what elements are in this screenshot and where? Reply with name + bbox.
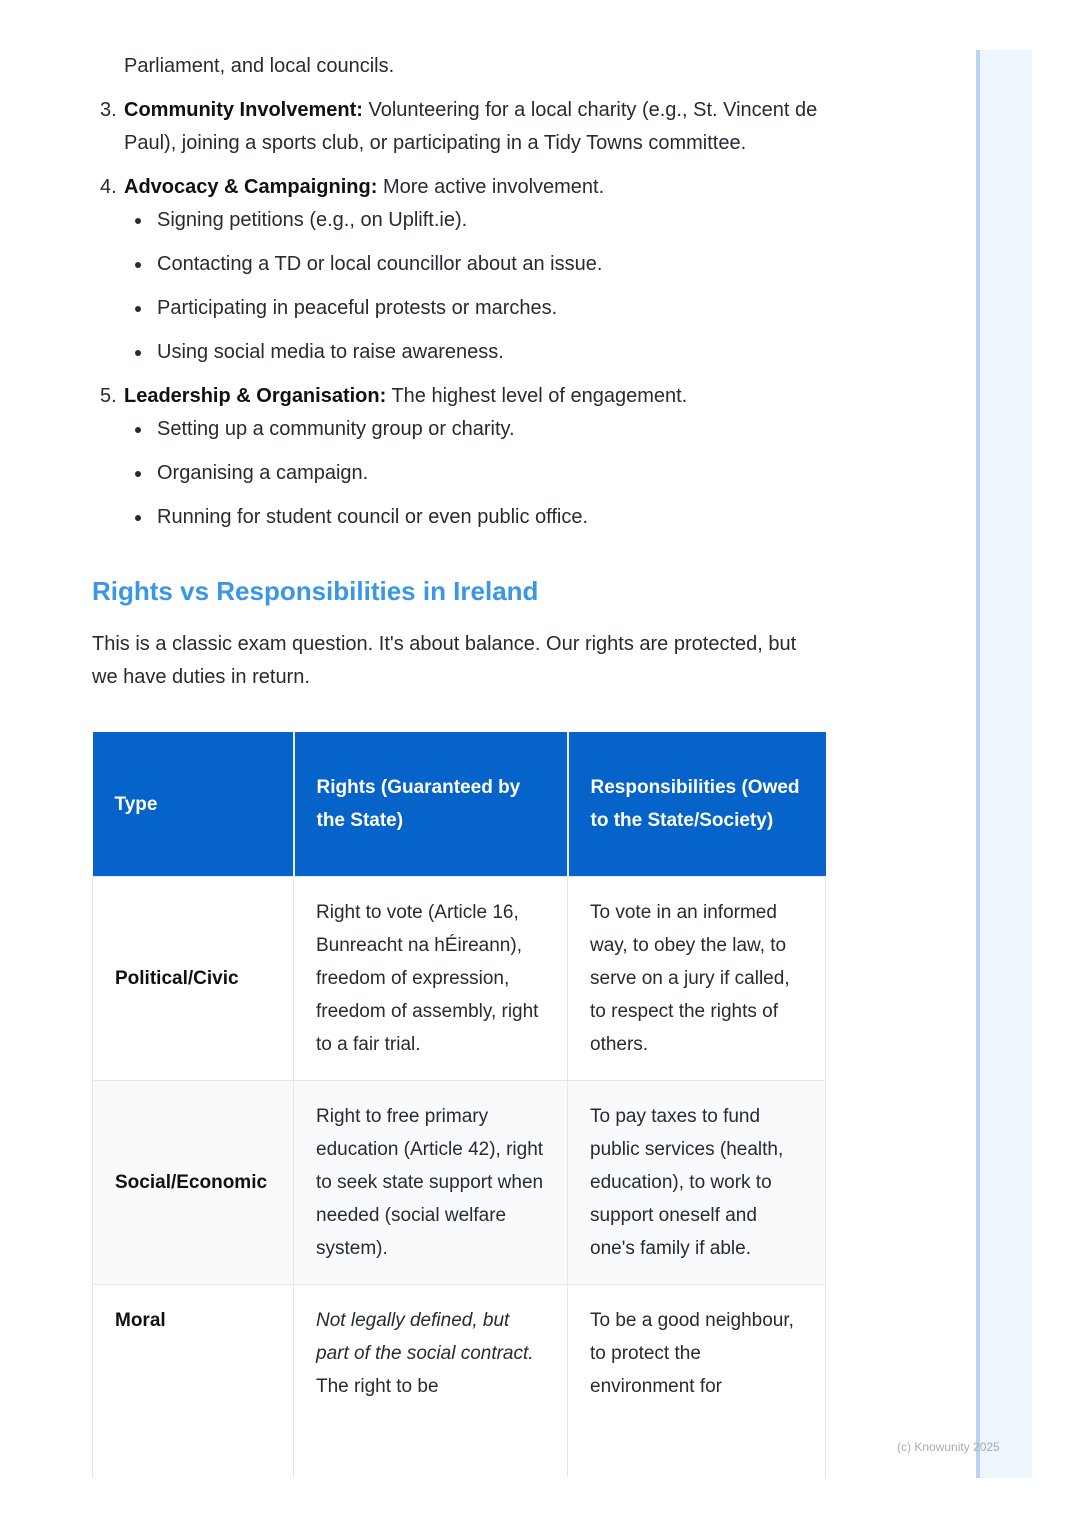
cell-rights: Right to vote (Article 16, Bunreacht na hÉireann), freedom of expression, freedom of assembly, right to a fair trial. <box>294 877 568 1081</box>
table-row <box>93 1081 826 1285</box>
cell-responsibilities: To pay taxes to fund public services (health, education), to work to support oneself and one's family if able. <box>568 1081 826 1285</box>
cell-type: Social/Economic <box>93 1081 294 1285</box>
sub-list-item: Running for student council or even public office. <box>124 501 826 534</box>
sub-list-item: Contacting a TD or local councillor about an issue. <box>124 248 826 281</box>
watermark: (c) Knowunity 2025 <box>897 1440 1000 1454</box>
item-text: More active involvement. <box>377 176 605 198</box>
item-number: 3. <box>100 99 117 121</box>
item-number: 4. <box>100 176 117 198</box>
header-rights: Rights (Guaranteed by the State) <box>294 732 568 877</box>
table-row <box>93 877 826 1081</box>
cell-rights <box>294 1285 568 1479</box>
item-number: 5. <box>100 385 117 407</box>
section-paragraph: This is a classic exam question. It's about balance. Our rights are protected, but we have duties in return. <box>92 633 797 688</box>
header-type: Type <box>93 732 294 877</box>
sub-list-item: Signing petitions (e.g., on Uplift.ie). <box>124 204 826 237</box>
document-content <box>92 50 826 1478</box>
cell-type: Political/Civic <box>93 877 294 1081</box>
side-panel <box>976 50 1032 1478</box>
italic-text: Not legally defined, but part of the social contract. <box>316 1310 534 1364</box>
list-item <box>92 171 826 369</box>
header-responsibilities: Responsibilities (Owed to the State/Society) <box>568 732 826 877</box>
item-text: The highest level of engagement. <box>386 385 688 407</box>
engagement-list <box>92 94 826 534</box>
item-title: Advocacy & Campaigning: <box>124 176 378 198</box>
cell-rights: Right to free primary education (Article 42), right to seek state support when needed (social welfare system). <box>294 1081 568 1285</box>
cell-type: Moral <box>93 1285 294 1479</box>
list-item <box>92 380 826 534</box>
paragraph-continuation: Parliament, and local councils. <box>124 55 395 77</box>
sub-list-item: Setting up a community group or charity. <box>124 413 826 446</box>
cell-responsibilities: To vote in an informed way, to obey the law, to serve on a jury if called, to respect the rights of others. <box>568 877 826 1081</box>
sub-list <box>124 413 826 534</box>
cell-responsibilities: To be a good neighbour, to protect the environment for <box>568 1285 826 1479</box>
rights-text: The right to be <box>316 1376 439 1397</box>
item-title: Leadership & Organisation: <box>124 385 387 407</box>
sub-list-item: Participating in peaceful protests or marches. <box>124 292 826 325</box>
sub-list-item: Organising a campaign. <box>124 457 826 490</box>
item-title: Community Involvement: <box>124 99 363 121</box>
rights-responsibilities-table <box>92 732 826 1478</box>
section-heading: Rights vs Responsibilities in Ireland <box>92 576 539 606</box>
list-item <box>92 94 826 160</box>
table-row <box>93 1285 826 1479</box>
item-text: Volunteering for a local charity (e.g., St. Vincent de Paul), joining a sports club, or participating in a Tidy Towns committee. <box>124 99 818 154</box>
sub-list-item: Using social media to raise awareness. <box>124 336 826 369</box>
sub-list <box>124 204 826 369</box>
